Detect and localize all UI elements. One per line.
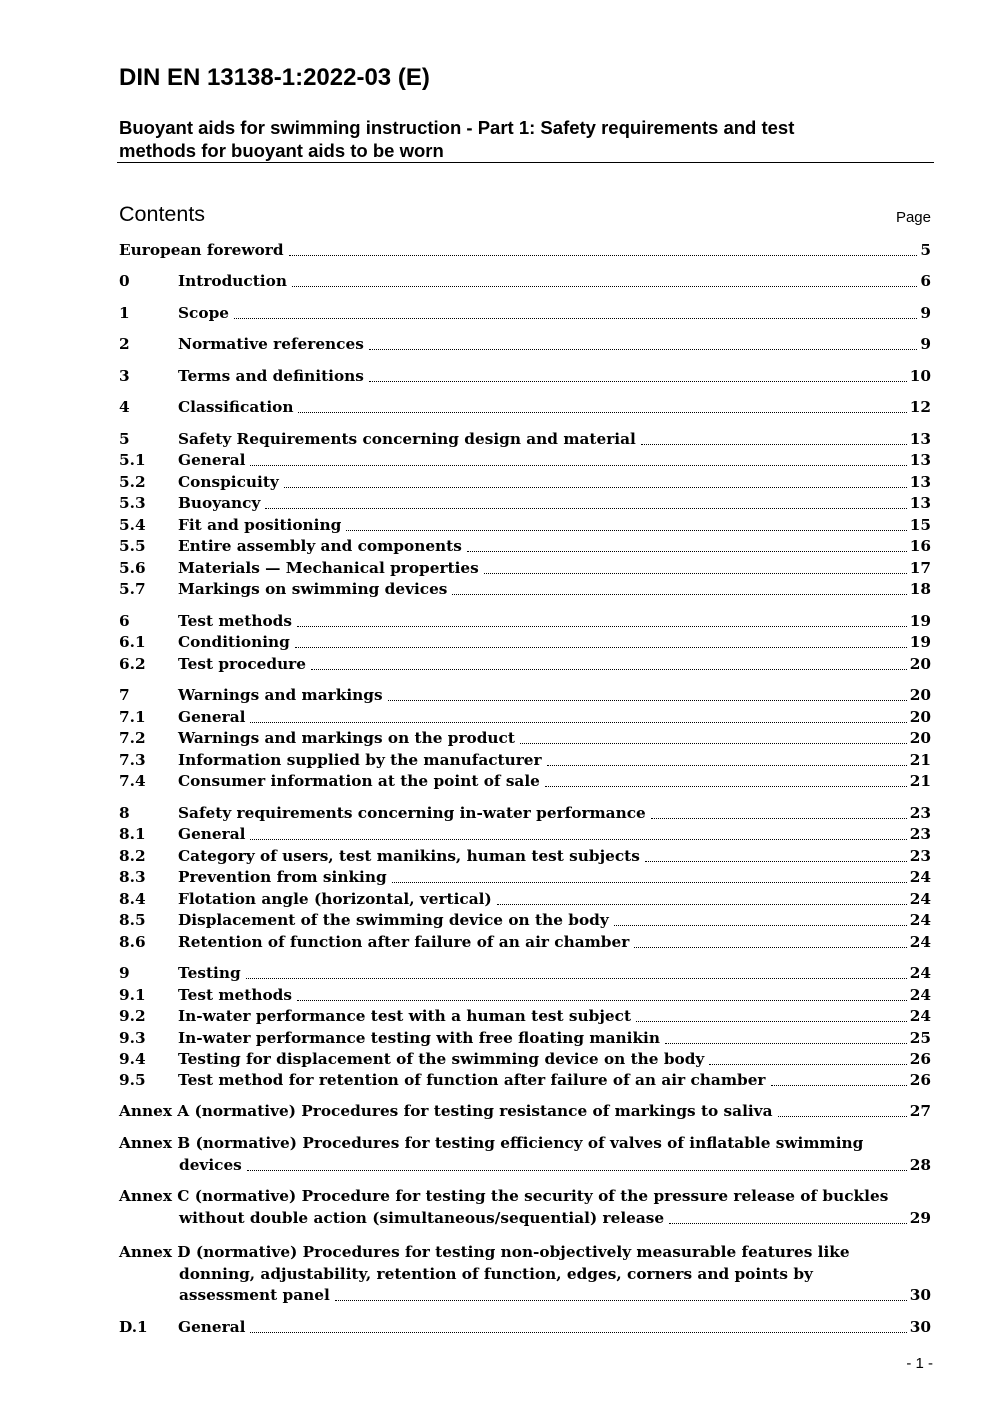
dot-leader (497, 904, 907, 905)
toc-entry-page: 9 (920, 304, 931, 322)
dot-leader (778, 1116, 907, 1117)
toc-entry-label: Warnings and markings (178, 686, 383, 704)
toc-entry-number: 5.3 (119, 494, 146, 512)
toc-entry-label: Information supplied by the manufacturer (178, 751, 542, 769)
toc-entry-number: 0 (119, 272, 130, 290)
toc-entry-number: 8 (119, 804, 130, 822)
toc-entry-page: 13 (909, 451, 931, 469)
page-number: - 1 - (906, 1355, 933, 1372)
document-id: DIN EN 13138-1:2022-03 (E) (119, 64, 430, 91)
toc-entry-label: Test methods (178, 986, 292, 1004)
toc-entry[interactable] (119, 824, 931, 845)
toc-entry-label: Materials — Mechanical properties (178, 559, 479, 577)
toc-entry-page: 9 (920, 335, 931, 353)
toc-entry[interactable] (119, 1070, 931, 1091)
toc-entry-page: 24 (909, 911, 931, 929)
toc-entry-label: Safety requirements concerning in-water performance (178, 804, 646, 822)
toc-entry-page: 20 (909, 729, 931, 747)
annex-entry-page: 27 (909, 1102, 931, 1120)
toc-entry-number: 8.1 (119, 825, 146, 843)
toc-entry-label: Conspicuity (178, 473, 279, 491)
dot-leader (467, 551, 907, 552)
annex-entry-line (179, 1155, 931, 1176)
toc-entry[interactable] (119, 654, 931, 675)
toc-entry-line (178, 1006, 931, 1027)
toc-entry-line (178, 889, 931, 910)
toc-entry-label: Entire assembly and components (178, 537, 462, 555)
toc-entry[interactable] (119, 515, 931, 536)
toc-entry[interactable] (119, 271, 931, 292)
toc-entry-label: Classification (178, 398, 294, 416)
toc-entry[interactable] (119, 429, 931, 450)
dot-leader (665, 1043, 907, 1044)
toc-entry-line (178, 803, 931, 824)
toc-entry[interactable] (119, 493, 931, 514)
toc-entry-line (178, 1317, 931, 1338)
dot-leader (298, 412, 906, 413)
toc-entry[interactable] (119, 1317, 931, 1338)
toc-entry-number: 5.4 (119, 516, 146, 534)
toc-entry[interactable] (119, 632, 931, 653)
toc-entry-label: Flotation angle (horizontal, vertical) (178, 890, 492, 908)
toc-entry-label: Markings on swimming devices (178, 580, 448, 598)
dot-leader (636, 1021, 907, 1022)
toc-entry[interactable] (119, 366, 931, 387)
toc-entry-page: 23 (909, 825, 931, 843)
toc-entry[interactable] (119, 910, 931, 931)
toc-entry-page: 19 (909, 612, 931, 630)
toc-entry-page: 18 (909, 580, 931, 598)
toc-entry-page: 20 (909, 708, 931, 726)
toc-entry-number: 3 (119, 367, 130, 385)
toc-entry-label: Test procedure (178, 655, 306, 673)
toc-entry-number: 8.6 (119, 933, 146, 951)
toc-entry-line (178, 771, 931, 792)
toc-entry-line (178, 932, 931, 953)
toc-entry-label: General (178, 1318, 246, 1336)
toc-entry[interactable] (119, 803, 931, 824)
toc-entry-label: Test methods (178, 612, 292, 630)
dot-leader (346, 530, 906, 531)
toc-entry-page: 13 (909, 494, 931, 512)
toc-entry-number: 2 (119, 335, 130, 353)
toc-entry-number: 5.1 (119, 451, 146, 469)
toc-entry[interactable] (119, 611, 931, 632)
dot-leader (520, 743, 907, 744)
toc-entry-page: 24 (909, 933, 931, 951)
toc-entry[interactable] (119, 932, 931, 953)
dot-leader (292, 286, 917, 287)
toc-entry-label: Fit and positioning (178, 516, 342, 534)
toc-entry-page: 24 (909, 890, 931, 908)
table-of-contents (119, 0, 931, 1403)
toc-entry[interactable] (119, 1049, 931, 1070)
toc-entry-line (178, 985, 931, 1006)
toc-entry-label: Terms and definitions (178, 367, 364, 385)
dot-leader (247, 1170, 907, 1171)
toc-entry[interactable] (119, 558, 931, 579)
toc-entry-label: In-water performance testing with free floating manikin (178, 1029, 660, 1047)
toc-entry-number: 8.3 (119, 868, 146, 886)
toc-entry-page: 25 (909, 1029, 931, 1047)
toc-entry[interactable] (119, 536, 931, 557)
toc-entry-page: 24 (909, 1007, 931, 1025)
toc-entry-page: 20 (909, 686, 931, 704)
toc-entry-label: Buoyancy (178, 494, 261, 512)
annex-entry-line (179, 1208, 931, 1229)
toc-entry-page: 12 (909, 398, 931, 416)
toc-entry-page: 17 (909, 559, 931, 577)
dot-leader (250, 839, 906, 840)
dot-leader (771, 1085, 907, 1086)
dot-leader (669, 1223, 907, 1224)
toc-entry-number: 9.4 (119, 1050, 146, 1068)
toc-entry[interactable] (119, 867, 931, 888)
toc-entry-number: 7.3 (119, 751, 146, 769)
annex-entry-line (179, 1285, 931, 1306)
annex-entry-line: Annex C (normative) Procedure for testing the security of the pressure release of buckles (119, 1187, 889, 1205)
toc-entry-line (178, 707, 931, 728)
toc-entry-page: 20 (909, 655, 931, 673)
title-line-1: Buoyant aids for swimming instruction - Part 1: Safety requirements and test (119, 117, 795, 138)
toc-entry[interactable] (119, 750, 931, 771)
toc-entry-page: 13 (909, 473, 931, 491)
toc-entry[interactable] (119, 450, 931, 471)
toc-entry-label: General (178, 825, 246, 843)
toc-entry-line (178, 654, 931, 675)
dot-leader (709, 1064, 906, 1065)
dot-leader (388, 700, 907, 701)
toc-entry[interactable] (119, 240, 931, 261)
toc-entry-label: Testing (178, 964, 241, 982)
toc-entry-page: 26 (909, 1050, 931, 1068)
toc-entry-line (179, 1285, 931, 1306)
toc-entry-page: 19 (909, 633, 931, 651)
toc-entry-line (178, 450, 931, 471)
annex-entry-label: devices (179, 1155, 242, 1174)
toc-entry-line (178, 1028, 931, 1049)
annex-entry-page: 30 (909, 1286, 931, 1304)
toc-entry-line (178, 366, 931, 387)
toc-entry[interactable] (119, 889, 931, 910)
toc-entry[interactable] (119, 685, 931, 706)
toc-entry-line (178, 1049, 931, 1070)
dot-leader (614, 925, 907, 926)
toc-entry-page: 23 (909, 804, 931, 822)
toc-entry-number: 9 (119, 964, 130, 982)
toc-entry-page: 6 (920, 272, 931, 290)
dot-leader (311, 669, 907, 670)
dot-leader (246, 978, 907, 979)
dot-leader (452, 594, 906, 595)
toc-entry-number: 9.3 (119, 1029, 146, 1047)
dot-leader (297, 1000, 907, 1001)
toc-entry-number: 5 (119, 430, 130, 448)
toc-entry-line (178, 334, 931, 355)
dot-leader (250, 722, 906, 723)
toc-entry[interactable] (119, 334, 931, 355)
toc-entry-label: Consumer information at the point of sale (178, 772, 540, 790)
dot-leader (641, 444, 907, 445)
contents-heading: Contents (119, 202, 206, 226)
annex-entry-line (119, 1101, 931, 1122)
toc-entry-label: Conditioning (178, 633, 290, 651)
annex-entry-line: Annex B (normative) Procedures for testing efficiency of valves of inflatable swimming (119, 1134, 864, 1152)
annex-entry-page: 28 (909, 1155, 931, 1174)
toc-entry-number: 5.6 (119, 559, 146, 577)
toc-entry-page: 5 (920, 241, 931, 259)
dot-leader (369, 349, 918, 350)
toc-entry-line (178, 472, 931, 493)
toc-entry-number: 5.2 (119, 473, 146, 491)
toc-entry-page: 21 (909, 751, 931, 769)
toc-entry-line (179, 1208, 931, 1229)
toc-entry-line (178, 271, 931, 292)
toc-entry-line (178, 515, 931, 536)
toc-entry-line (178, 397, 931, 418)
toc-entry-page: 24 (909, 964, 931, 982)
toc-entry-label: Displacement of the swimming device on the body (178, 911, 609, 929)
toc-entry-line (119, 240, 931, 261)
toc-entry-line (178, 611, 931, 632)
toc-entry[interactable] (119, 397, 931, 418)
dot-leader (284, 487, 907, 488)
dot-leader (295, 647, 907, 648)
toc-entry-label: European foreword (119, 241, 284, 259)
toc-entry-label: In-water performance test with a human test subject (178, 1007, 632, 1025)
dot-leader (392, 882, 907, 883)
toc-entry-label: Retention of function after failure of an air chamber (178, 933, 630, 951)
toc-entry-label: Category of users, test manikins, human test subjects (178, 847, 640, 865)
toc-entry-number: 4 (119, 398, 130, 416)
toc-entry-number: 8.2 (119, 847, 146, 865)
toc-entry-line (178, 429, 931, 450)
toc-entry-line (178, 1070, 931, 1091)
toc-entry-label: Prevention from sinking (178, 868, 387, 886)
toc-entry[interactable] (119, 579, 931, 600)
toc-entry-label: Safety Requirements concerning design and material (178, 430, 636, 448)
dot-leader (484, 573, 907, 574)
toc-entry-label: Normative references (178, 335, 364, 353)
toc-entry-number: 7.1 (119, 708, 146, 726)
toc-entry-page: 23 (909, 847, 931, 865)
toc-entry-label: General (178, 451, 246, 469)
toc-entry-page: 26 (909, 1071, 931, 1089)
annex-entry-label: without double action (simultaneous/sequential) release (179, 1208, 665, 1227)
dot-leader (634, 947, 906, 948)
toc-entry-number: 6.2 (119, 655, 146, 673)
dot-leader (289, 255, 918, 256)
toc-entry-line (178, 824, 931, 845)
toc-entry-number: 7.2 (119, 729, 146, 747)
toc-entry-line (178, 632, 931, 653)
toc-entry-number: 8.5 (119, 911, 146, 929)
toc-entry[interactable] (119, 728, 931, 749)
annex-entry-line: donning, adjustability, retention of function, edges, corners and points by (179, 1264, 813, 1283)
toc-entry-line (178, 963, 931, 984)
title-line-2: methods for buoyant aids to be worn (119, 140, 444, 161)
page-column-label: Page (895, 209, 931, 226)
dot-leader (335, 1300, 907, 1301)
toc-entry-line (178, 558, 931, 579)
toc-entry[interactable] (119, 1028, 931, 1049)
dot-leader (369, 381, 907, 382)
toc-entry-line (119, 1101, 931, 1122)
dot-leader (547, 765, 907, 766)
toc-entry-number: 6.1 (119, 633, 146, 651)
toc-entry-number: 9.5 (119, 1071, 146, 1089)
toc-entry-line (178, 910, 931, 931)
toc-entry-label: Test method for retention of function after failure of an air chamber (178, 1071, 766, 1089)
toc-entry-number: D.1 (119, 1318, 148, 1336)
toc-entry-number: 5.7 (119, 580, 146, 598)
toc-entry-page: 24 (909, 986, 931, 1004)
toc-entry[interactable] (119, 303, 931, 324)
toc-entry-line (178, 685, 931, 706)
toc-entry-number: 9.1 (119, 986, 146, 1004)
toc-entry-number: 6 (119, 612, 130, 630)
toc-entry[interactable] (119, 963, 931, 984)
toc-entry-line (179, 1155, 931, 1176)
toc-entry[interactable] (119, 846, 931, 867)
toc-entry[interactable] (119, 771, 931, 792)
toc-entry[interactable] (119, 1006, 931, 1027)
toc-entry-number: 7.4 (119, 772, 146, 790)
toc-entry-number: 1 (119, 304, 130, 322)
toc-entry-number: 8.4 (119, 890, 146, 908)
toc-entry-page: 10 (909, 367, 931, 385)
toc-entry-line (178, 846, 931, 867)
toc-entry-number: 9.2 (119, 1007, 146, 1025)
toc-entry-line (178, 303, 931, 324)
toc-entry-line (178, 750, 931, 771)
annex-entry-label: Annex A (normative) Procedures for testing resistance of markings to saliva (119, 1102, 773, 1120)
toc-entry-line (178, 493, 931, 514)
toc-entry-line (178, 867, 931, 888)
dot-leader (265, 508, 906, 509)
annex-entry-label: assessment panel (179, 1286, 330, 1304)
annex-entry-page: 29 (909, 1208, 931, 1227)
toc-entry-label: Testing for displacement of the swimming device on the body (178, 1050, 705, 1068)
toc-entry[interactable] (119, 472, 931, 493)
toc-entry-label: General (178, 708, 246, 726)
dot-leader (250, 1332, 906, 1333)
toc-entry-number: 7 (119, 686, 130, 704)
dot-leader (651, 818, 907, 819)
dot-leader (297, 626, 907, 627)
toc-entry[interactable] (119, 985, 931, 1006)
toc-entry-page: 15 (909, 516, 931, 534)
annex-entry-line: Annex D (normative) Procedures for testing non-objectively measurable features like (119, 1243, 850, 1261)
toc-entry-label: Warnings and markings on the product (178, 729, 515, 747)
toc-entry[interactable] (119, 707, 931, 728)
dot-leader (250, 465, 906, 466)
dot-leader (645, 861, 907, 862)
toc-entry-page: 13 (909, 430, 931, 448)
toc-entry-number: 5.5 (119, 537, 146, 555)
toc-entry-page: 21 (909, 772, 931, 790)
toc-entry-page: 16 (909, 537, 931, 555)
toc-entry-line (178, 728, 931, 749)
dot-leader (545, 786, 907, 787)
toc-entry-line (178, 536, 931, 557)
toc-entry-label: Scope (178, 304, 229, 322)
toc-entry-line (178, 579, 931, 600)
dot-leader (234, 318, 917, 319)
toc-entry-page: 24 (909, 868, 931, 886)
toc-entry-page: 30 (909, 1318, 931, 1336)
toc-entry-label: Introduction (178, 272, 287, 290)
